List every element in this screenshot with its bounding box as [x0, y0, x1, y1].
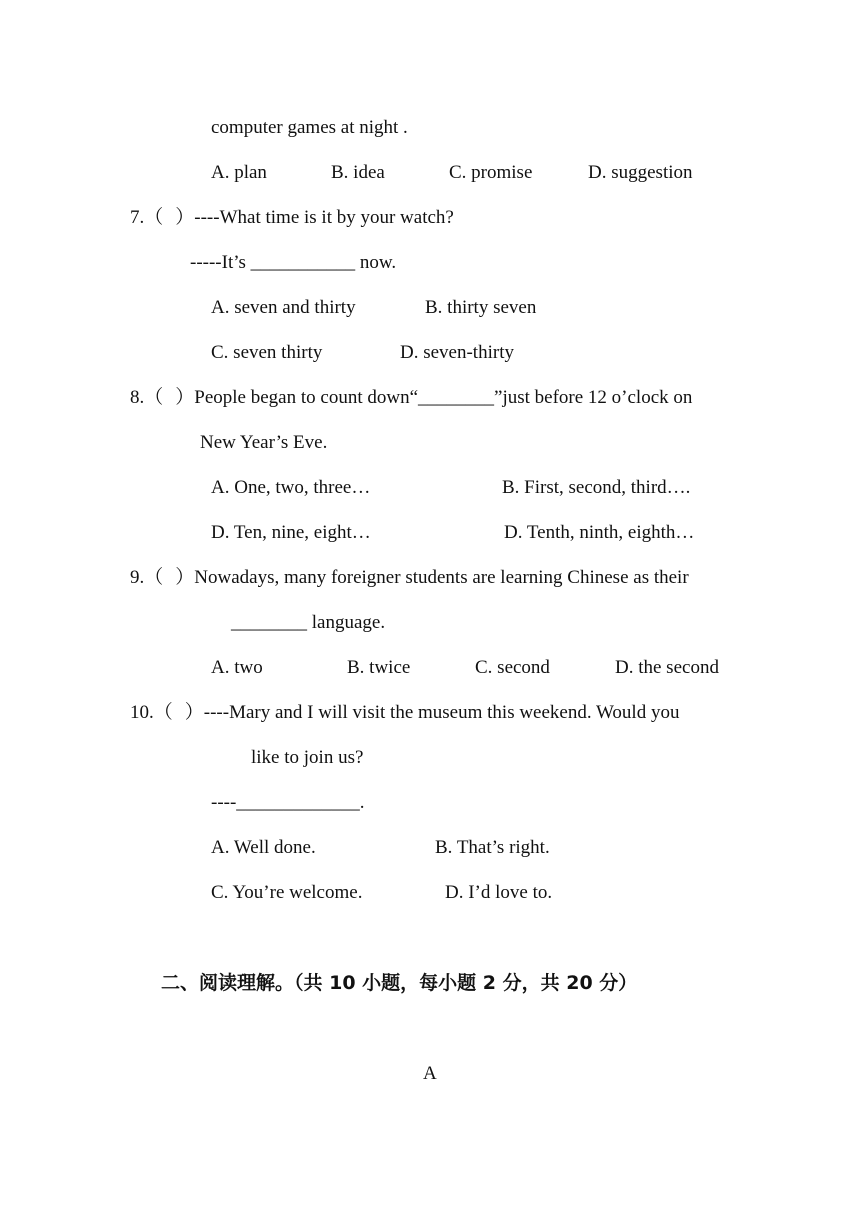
q10-stem-line — [130, 701, 679, 725]
q8-stem-line — [130, 386, 692, 410]
q9-stem-line — [130, 566, 689, 590]
q6-continuation: computer games at night . — [211, 117, 408, 138]
q10-number: 10.（ — [130, 702, 173, 723]
q8-option-c: D. Ten, nine, eight… — [211, 522, 371, 543]
section-two-title: 二、阅读理解。（共 10 小题，每小题 2 分，共 20 分） — [161, 972, 638, 994]
q8-option-b: B. First, second, third…. — [502, 477, 691, 498]
q10-stem: ----Mary and I will visit the museum this weekend. Would you — [203, 702, 680, 723]
q9-continuation: ________ language. — [231, 612, 386, 633]
q9-option-b: B. twice — [347, 657, 411, 678]
q6-option-b: B. idea — [331, 162, 385, 183]
q7-answer-line: -----It’s ___________ now. — [190, 252, 397, 273]
q7-stem-line — [130, 206, 454, 230]
q6-option-a: A. plan — [211, 162, 267, 183]
passage-label: A — [423, 1063, 437, 1084]
q9-paren-close: ） — [175, 567, 195, 588]
q9-option-a: A. two — [211, 657, 263, 678]
q10-option-b: B. That’s right. — [435, 837, 550, 858]
q8-stem: People began to count down“________”just before 12 o’clock on — [194, 387, 693, 408]
q7-option-c: C. seven thirty — [211, 342, 323, 363]
q9-option-c: C. second — [475, 657, 550, 678]
q8-number: 8.（ — [130, 387, 164, 408]
q7-number: 7.（ — [130, 207, 164, 228]
q10-answer-line: ----_____________. — [211, 792, 365, 813]
q6-option-d: D. suggestion — [588, 162, 693, 183]
q9-stem: Nowadays, many foreigner students are learning Chinese as their — [194, 567, 689, 588]
q7-stem: ----What time is it by your watch? — [194, 207, 454, 228]
q10-option-a: A. Well done. — [211, 837, 316, 858]
q10-option-c: C. You’re welcome. — [211, 882, 363, 903]
q7-paren-close: ） — [175, 207, 195, 228]
q10-continuation: like to join us? — [251, 747, 364, 768]
q8-continuation: New Year’s Eve. — [200, 432, 328, 453]
q6-option-c: C. promise — [449, 162, 533, 183]
q8-option-a: A. One, two, three… — [211, 477, 371, 498]
q7-option-b: B. thirty seven — [425, 297, 537, 318]
q7-option-d: D. seven-thirty — [400, 342, 514, 363]
q10-option-d: D. I’d love to. — [445, 882, 553, 903]
q8-paren-close: ） — [175, 387, 195, 408]
q9-option-d: D. the second — [615, 657, 719, 678]
q7-option-a: A. seven and thirty — [211, 297, 356, 318]
q8-option-d: D. Tenth, ninth, eighth… — [504, 522, 695, 543]
q9-number: 9.（ — [130, 567, 164, 588]
q10-paren-close: ） — [184, 702, 204, 723]
